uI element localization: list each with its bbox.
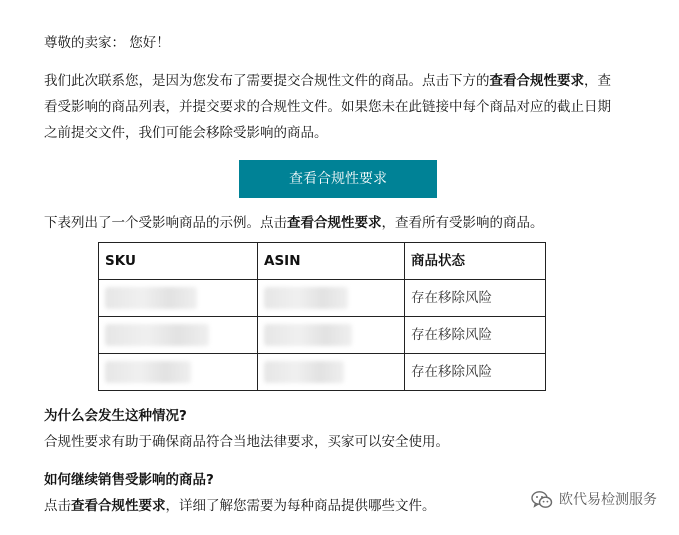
- redacted-blur: [264, 324, 352, 346]
- status-cell: [405, 317, 546, 354]
- wechat-icon: [531, 490, 553, 510]
- table-row: [99, 354, 546, 391]
- status-cell: [405, 280, 546, 317]
- header-sku: SKU: [99, 243, 258, 280]
- table-header-row: [99, 243, 546, 280]
- table-intro-link-text: 查看合规性要求: [287, 215, 382, 231]
- table-intro-text-1: 下表列出了一个受影响商品的示例。点击: [44, 215, 287, 231]
- view-compliance-requirements-button[interactable]: 查看合规性要求: [239, 160, 437, 198]
- header-status: 商品状态: [405, 243, 546, 280]
- status-text: 存在移除风险: [411, 364, 492, 380]
- watermark-text: 欧代易检测服务: [559, 492, 657, 508]
- greeting: 尊敬的卖家： 您好！: [44, 35, 170, 51]
- redacted-blur: [264, 361, 344, 383]
- table-row: [99, 317, 546, 354]
- cta-container: [44, 160, 632, 198]
- faq-question-1: 为什么会发生这种情况?: [44, 408, 187, 424]
- faq-answer-2-link-text: 查看合规性要求: [71, 498, 166, 514]
- header-asin: ASIN: [258, 243, 405, 280]
- watermark: [531, 487, 657, 513]
- intro-text-2: ，查看受影响的商品列表，并提交要求的合规性文件。如果您未在此链接中每个商品对应的截止日期之前提交文件，我们可能会移除受影响的商品。: [44, 73, 611, 141]
- table-row: [99, 280, 546, 317]
- redacted-blur: [264, 287, 348, 309]
- redacted-blur: [105, 324, 209, 346]
- intro-text-1: 我们此次联系您，是因为您发布了需要提交合规性文件的商品。点击下方的: [44, 73, 490, 89]
- intro-link-text: 查看合规性要求: [489, 73, 584, 89]
- table-intro-text-2: ，查看所有受影响的商品。: [381, 215, 544, 231]
- table-intro: [44, 210, 635, 236]
- asin-cell-redacted: [258, 280, 405, 317]
- faq-answer-1: 合规性要求有助于确保商品符合当地法律要求，买家可以安全使用。: [44, 434, 449, 450]
- faq-answer-2-prefix: 点击: [44, 498, 71, 514]
- status-cell: [405, 354, 546, 391]
- status-text: 存在移除风险: [411, 327, 492, 343]
- sku-cell-redacted: [99, 354, 258, 391]
- sku-cell-redacted: [99, 317, 258, 354]
- asin-cell-redacted: [258, 354, 405, 391]
- asin-cell-redacted: [258, 317, 405, 354]
- intro-paragraph: [44, 68, 619, 146]
- sku-cell-redacted: [99, 280, 258, 317]
- faq-question-2: 如何继续销售受影响的商品?: [44, 472, 214, 488]
- faq-answer-2-suffix: ，详细了解您需要为每种商品提供哪些文件。: [165, 498, 436, 514]
- status-text: 存在移除风险: [411, 290, 492, 306]
- redacted-blur: [105, 361, 191, 383]
- redacted-blur: [105, 287, 197, 309]
- affected-items-table: [98, 242, 546, 391]
